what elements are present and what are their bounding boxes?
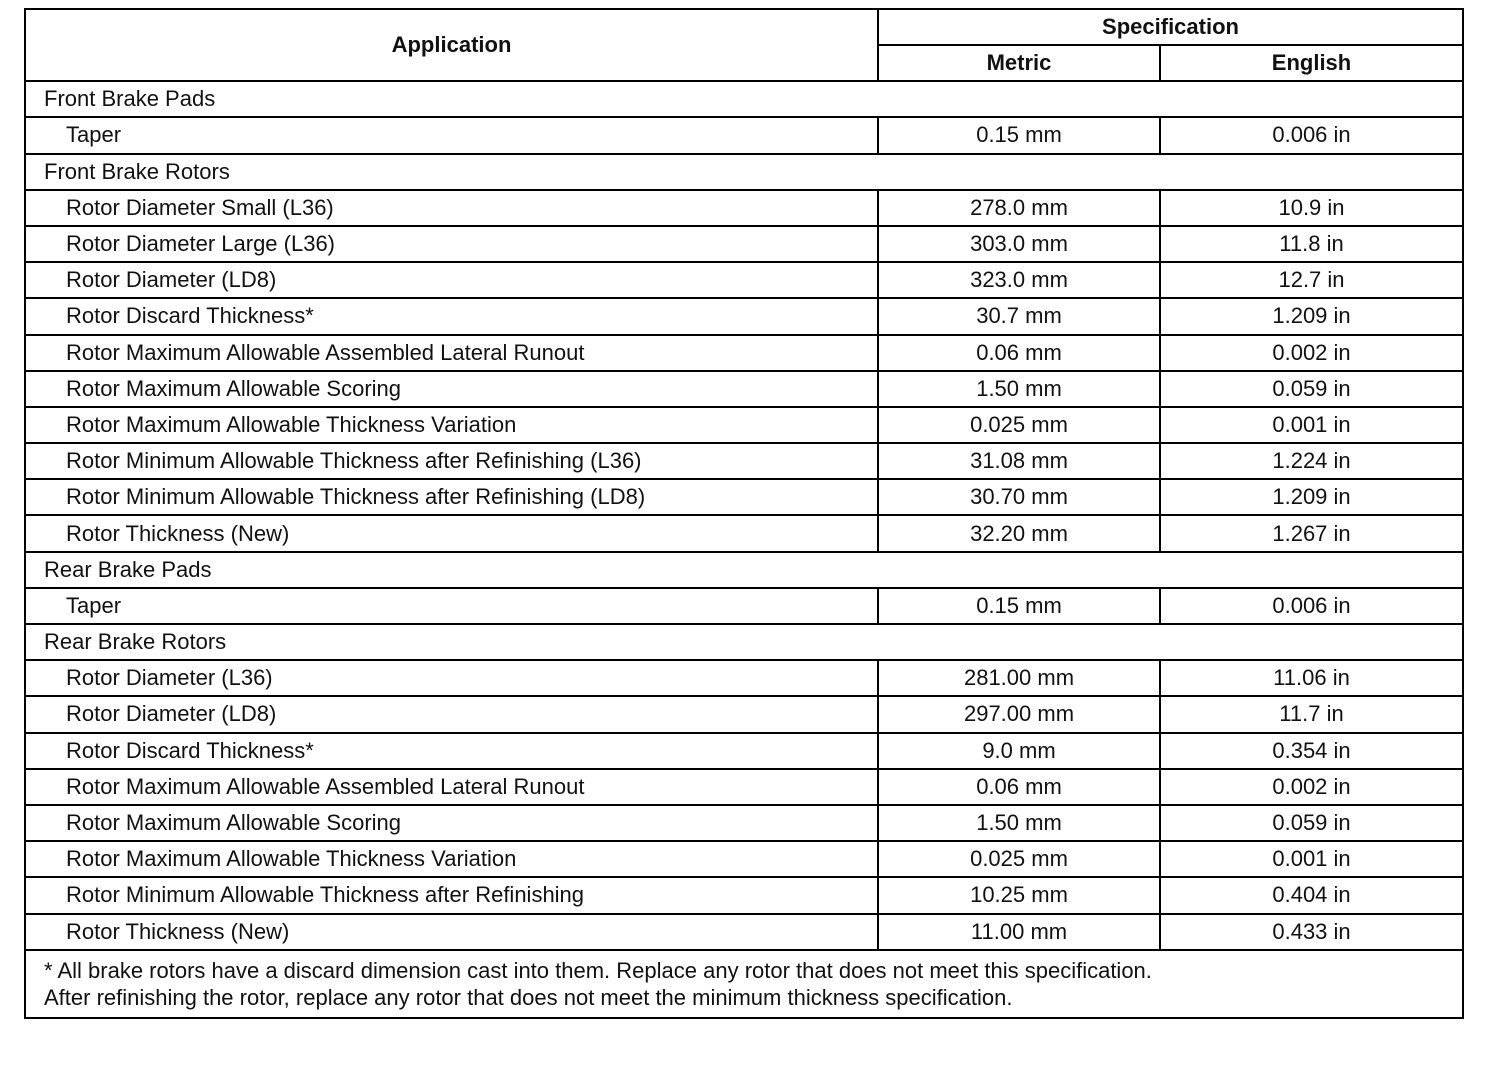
table-row bbox=[25, 914, 1463, 950]
table-row bbox=[25, 769, 1463, 805]
metric-cell: 1.50 mm bbox=[878, 805, 1160, 841]
section-row bbox=[25, 552, 1463, 588]
application-cell: Rotor Discard Thickness* bbox=[25, 298, 878, 334]
table-row bbox=[25, 190, 1463, 226]
application-cell: Rotor Thickness (New) bbox=[25, 515, 878, 551]
section-title: Front Brake Rotors bbox=[25, 154, 1463, 190]
metric-header: Metric bbox=[878, 45, 1160, 81]
metric-cell: 0.15 mm bbox=[878, 588, 1160, 624]
application-header: Application bbox=[25, 9, 878, 81]
metric-cell: 0.025 mm bbox=[878, 407, 1160, 443]
application-cell: Rotor Maximum Allowable Scoring bbox=[25, 805, 878, 841]
metric-cell: 9.0 mm bbox=[878, 733, 1160, 769]
metric-cell: 278.0 mm bbox=[878, 190, 1160, 226]
metric-cell: 32.20 mm bbox=[878, 515, 1160, 551]
english-cell: 0.001 in bbox=[1160, 407, 1463, 443]
english-cell: 1.209 in bbox=[1160, 298, 1463, 334]
table-row bbox=[25, 841, 1463, 877]
table-row bbox=[25, 696, 1463, 732]
english-cell: 12.7 in bbox=[1160, 262, 1463, 298]
table-row bbox=[25, 660, 1463, 696]
application-cell: Rotor Diameter (L36) bbox=[25, 660, 878, 696]
application-cell: Rotor Maximum Allowable Assembled Lateral Runout bbox=[25, 769, 878, 805]
metric-cell: 303.0 mm bbox=[878, 226, 1160, 262]
english-cell: 0.006 in bbox=[1160, 117, 1463, 153]
section-row bbox=[25, 81, 1463, 117]
metric-cell: 0.06 mm bbox=[878, 335, 1160, 371]
english-cell: 0.059 in bbox=[1160, 805, 1463, 841]
english-cell: 0.002 in bbox=[1160, 769, 1463, 805]
application-cell: Rotor Maximum Allowable Scoring bbox=[25, 371, 878, 407]
metric-cell: 30.70 mm bbox=[878, 479, 1160, 515]
section-title: Front Brake Pads bbox=[25, 81, 1463, 117]
application-cell: Rotor Minimum Allowable Thickness after Refinishing bbox=[25, 877, 878, 913]
brake-specification-table bbox=[24, 8, 1464, 1019]
application-cell: Rotor Maximum Allowable Assembled Lateral Runout bbox=[25, 335, 878, 371]
metric-cell: 297.00 mm bbox=[878, 696, 1160, 732]
table-row bbox=[25, 226, 1463, 262]
table-row bbox=[25, 479, 1463, 515]
metric-cell: 31.08 mm bbox=[878, 443, 1160, 479]
application-cell: Rotor Minimum Allowable Thickness after Refinishing (LD8) bbox=[25, 479, 878, 515]
footnote-line-2: After refinishing the rotor, replace any rotor that does not meet the minimum thickness specification. bbox=[44, 984, 1013, 1010]
table-row bbox=[25, 371, 1463, 407]
table-row bbox=[25, 335, 1463, 371]
application-cell: Taper bbox=[25, 588, 878, 624]
section-row bbox=[25, 154, 1463, 190]
english-cell: 0.433 in bbox=[1160, 914, 1463, 950]
table-row bbox=[25, 443, 1463, 479]
table-row bbox=[25, 117, 1463, 153]
section-row bbox=[25, 624, 1463, 660]
english-cell: 11.7 in bbox=[1160, 696, 1463, 732]
english-cell: 1.224 in bbox=[1160, 443, 1463, 479]
application-cell: Rotor Minimum Allowable Thickness after Refinishing (L36) bbox=[25, 443, 878, 479]
english-cell: 0.354 in bbox=[1160, 733, 1463, 769]
metric-cell: 281.00 mm bbox=[878, 660, 1160, 696]
english-header: English bbox=[1160, 45, 1463, 81]
application-cell: Rotor Thickness (New) bbox=[25, 914, 878, 950]
english-cell: 11.06 in bbox=[1160, 660, 1463, 696]
metric-cell: 323.0 mm bbox=[878, 262, 1160, 298]
spec-body bbox=[25, 81, 1463, 950]
english-cell: 1.267 in bbox=[1160, 515, 1463, 551]
metric-cell: 30.7 mm bbox=[878, 298, 1160, 334]
english-cell: 10.9 in bbox=[1160, 190, 1463, 226]
metric-cell: 10.25 mm bbox=[878, 877, 1160, 913]
english-cell: 0.059 in bbox=[1160, 371, 1463, 407]
table-row bbox=[25, 805, 1463, 841]
table-row bbox=[25, 733, 1463, 769]
application-cell: Rotor Maximum Allowable Thickness Variation bbox=[25, 407, 878, 443]
metric-cell: 1.50 mm bbox=[878, 371, 1160, 407]
table-row bbox=[25, 588, 1463, 624]
english-cell: 0.002 in bbox=[1160, 335, 1463, 371]
application-cell: Taper bbox=[25, 117, 878, 153]
application-cell: Rotor Diameter Small (L36) bbox=[25, 190, 878, 226]
english-cell: 0.404 in bbox=[1160, 877, 1463, 913]
table-row bbox=[25, 877, 1463, 913]
section-title: Rear Brake Rotors bbox=[25, 624, 1463, 660]
table-row bbox=[25, 298, 1463, 334]
table-row bbox=[25, 407, 1463, 443]
english-cell: 11.8 in bbox=[1160, 226, 1463, 262]
metric-cell: 11.00 mm bbox=[878, 914, 1160, 950]
english-cell: 0.006 in bbox=[1160, 588, 1463, 624]
application-cell: Rotor Diameter Large (L36) bbox=[25, 226, 878, 262]
table-row bbox=[25, 515, 1463, 551]
metric-cell: 0.15 mm bbox=[878, 117, 1160, 153]
footnote-line-1: * All brake rotors have a discard dimension cast into them. Replace any rotor that does not meet this specification. bbox=[44, 957, 1152, 983]
specification-header: Specification bbox=[878, 9, 1463, 45]
application-cell: Rotor Diameter (LD8) bbox=[25, 262, 878, 298]
metric-cell: 0.06 mm bbox=[878, 769, 1160, 805]
section-title: Rear Brake Pads bbox=[25, 552, 1463, 588]
metric-cell: 0.025 mm bbox=[878, 841, 1160, 877]
footnote bbox=[25, 950, 1463, 1018]
english-cell: 0.001 in bbox=[1160, 841, 1463, 877]
english-cell: 1.209 in bbox=[1160, 479, 1463, 515]
application-cell: Rotor Maximum Allowable Thickness Variation bbox=[25, 841, 878, 877]
application-cell: Rotor Discard Thickness* bbox=[25, 733, 878, 769]
application-cell: Rotor Diameter (LD8) bbox=[25, 696, 878, 732]
table-row bbox=[25, 262, 1463, 298]
